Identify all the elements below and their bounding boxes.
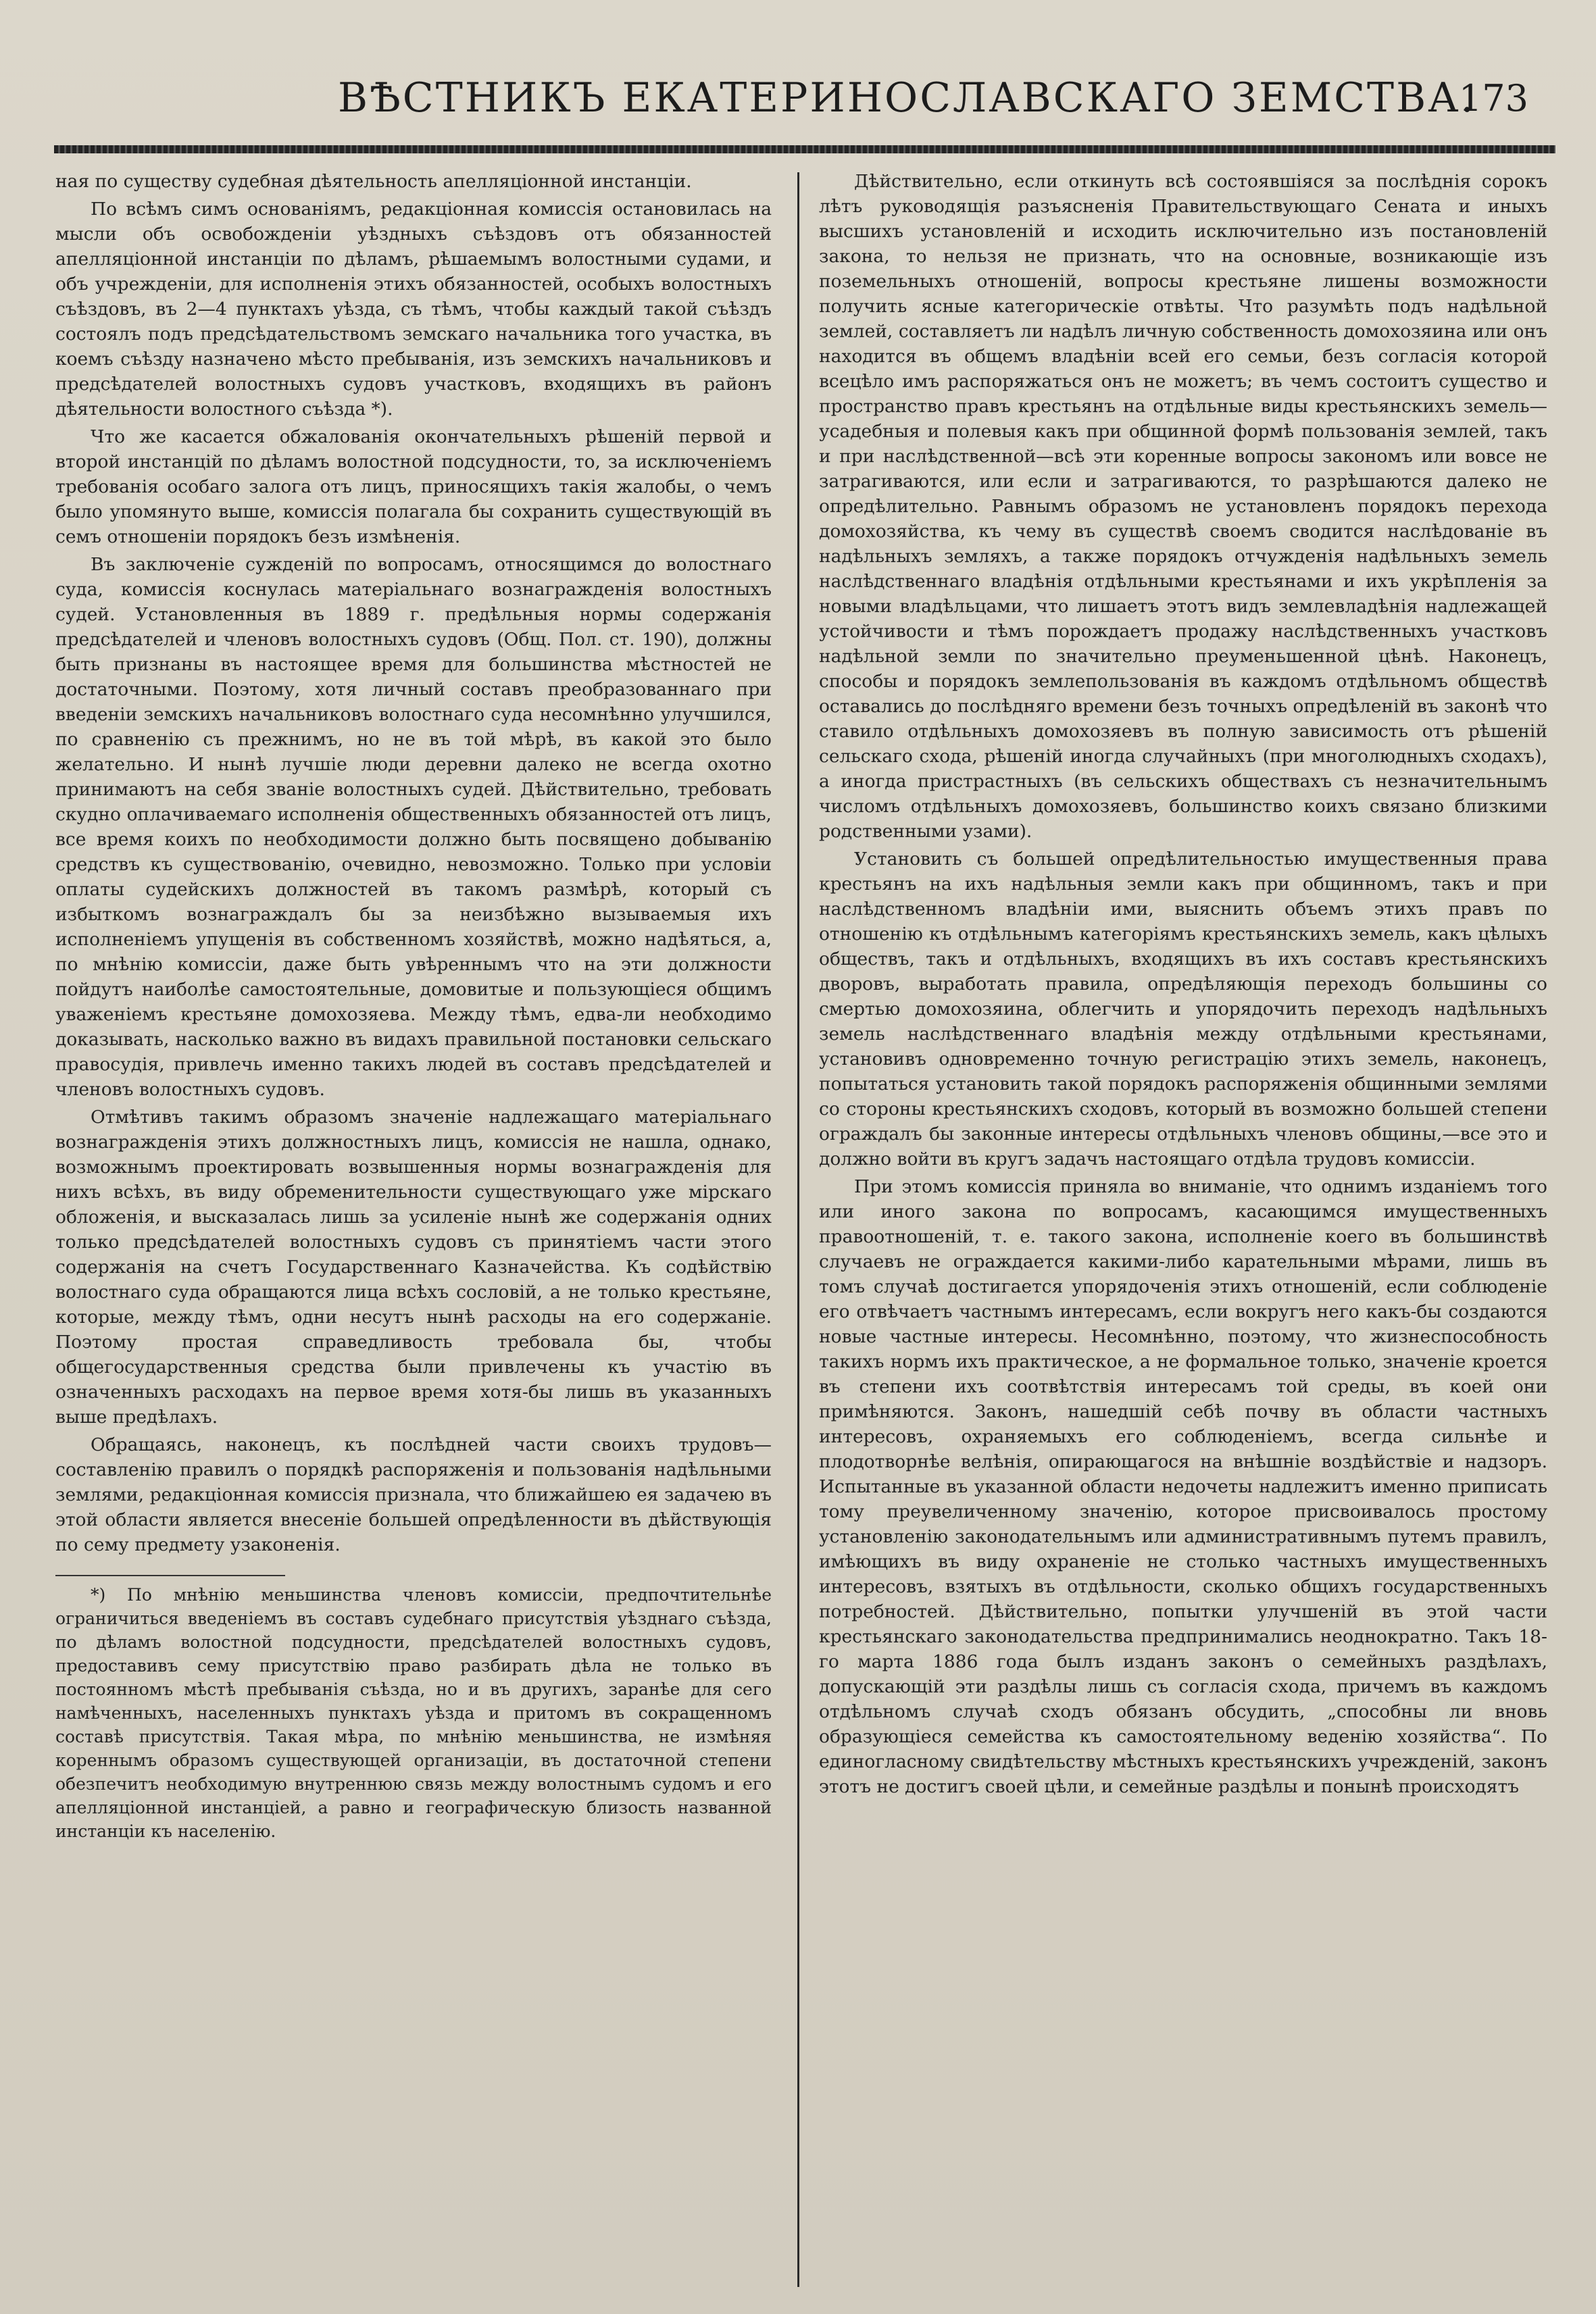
paragraph: ная по существу судебная дѣятельность апелляціонной инстанціи. [55, 171, 692, 192]
journal-title: ВѢСТНИКЪ ЕКАТЕРИНОСЛАВСКАГО ЗЕМСТВА. [338, 74, 1476, 122]
footnote-text: *) По мнѣнію меньшинства членовъ комиссіи, предпочтительнѣе ограничиться введеніемъ въ составъ судебнаго присутствія уѣзднаго съѣзда, по дѣламъ волостной подсудности, предсѣдателей волостныхъ судовъ, предоставивъ сему присутствію право разбирать дѣла не только въ постоянномъ мѣстѣ пребыванія съѣзда, но и въ другихъ, заранѣе для сего намѣченныхъ, населенныхъ пунктахъ уѣзда и притомъ въ сокращенномъ составѣ присутствія. Такая мѣра, по мнѣнію меньшинства, не измѣняя кореннымъ образомъ существующей организаціи, въ достаточной степени обезпечитъ необходимую внутреннюю связь между волостнымъ судомъ и его апелляціонной инстанціей, а равно и географическую близость названной инстанціи къ населенію. [55, 1585, 772, 1841]
header-rule [54, 145, 1555, 153]
paragraph: При этомъ комиссія приняла во вниманіе, что однимъ изданіемъ того или иного закона по вопросамъ, касающимся имущественныхъ правоотношеній, т. е. такого закона, исполненіе коего въ большинствѣ случаевъ не ограждается какими-либо карательными мѣрами, лишь въ томъ случаѣ достигается упорядоченія этихъ отношеній, если соблюденіе его отвѣчаетъ частнымъ интересамъ, если вокругъ него какъ-бы создаются новые частные интересы. Несомнѣнно, поэтому, что жизнеспособность такихъ нормъ ихъ практическое, а не формальное только, значеніе кроется въ степени ихъ соотвѣтствія интересамъ той среды, въ коей они примѣняются. Законъ, нашедшій себѣ почву въ области частныхъ интересовъ, охраняемыхъ его соблюденіемъ, всегда сильнѣе и плодотворнѣе велѣнія, опирающагося на внѣшніе воздѣйствіе и надзоръ. Испытанные въ указанной области недочеты надлежитъ именно приписать тому преувеличенному значенію, которое присвоивалось простому установленію законодательнымъ или административнымъ путемъ правилъ, имѣющихъ въ виду охраненіе не столько частныхъ имущественныхъ интересовъ, взятыхъ въ отдѣльности, сколько общихъ государственныхъ потребностей. Дѣйствительно, попытки улучшеній въ этой части крестьянскаго законодательства предпринимались неоднократно. Такъ 18-го марта 1886 года былъ изданъ законъ о семейныхъ раздѣлахъ, допускающій эти раздѣлы лишь съ согласія схода, причемъ въ каждомъ отдѣльномъ случаѣ сходъ обязанъ обсудить, „способны ли вновь образующіеся семейства къ самостоятельному веденію хозяйства“. По единогласному свидѣтельству мѣстныхъ крестьянскихъ учрежденій, законъ этотъ не достигъ своей цѣли, и семейные раздѣлы и понынѣ происходятъ [819, 1176, 1547, 1797]
column-divider [797, 172, 799, 2287]
left-column [55, 169, 772, 1846]
paragraph: Дѣйствительно, если откинуть всѣ состоявшіяся за послѣднія сорокъ лѣтъ руководящія разъясненія Правительствующаго Сената и иныхъ высшихъ установленій и исходить исключительно изъ постановленій закона, то нельзя не признать, что на основные, возникающіе изъ поземельныхъ отношеній, вопросы крестьяне лишены возможности получить ясные категорическіе отвѣты. Что разумѣть подъ надѣльной землей, составляетъ ли надѣлъ личную собственность домохозяина или онъ находится въ общемъ владѣніи всей его семьи, безъ согласія которой всецѣло имъ распоряжаться онъ не можетъ; въ чемъ состоитъ существо и пространство правъ крестьянъ на отдѣльные виды крестьянскихъ земель—усадебныя и полевыя какъ при общинной формѣ пользованія землей, такъ и при наслѣдственной—всѣ эти коренные вопросы закономъ или вовсе не затрагиваются, или если и затрагиваются, то разрѣшаются далеко не опредѣлительно. Равнымъ образомъ не установленъ порядокъ перехода домохозяйства, къ чему въ существѣ своемъ сводится наслѣдованіе въ надѣльныхъ земляхъ, а также порядокъ отчужденія надѣльныхъ земель наслѣдственнаго владѣнія отдѣльными крестьянами и ихъ укрѣпленія за новыми владѣльцами, что лишаетъ этотъ видъ землевладѣнія надлежащей устойчивости и тѣмъ порождаетъ продажу наслѣдственныхъ участковъ надѣльной земли по значительно преуменьшенной цѣнѣ. Наконецъ, способы и порядокъ землепользованія въ каждомъ отдѣльномъ обществѣ оставались до послѣдняго времени безъ точныхъ опредѣленій въ законѣ что ставило отдѣльныхъ домохозяевъ въ полную зависимость отъ рѣшеній сельскаго схода, рѣшеній иногда случайныхъ (при многолюдныхъ сходахъ), а иногда пристрастныхъ (въ сельскихъ обществахъ съ незначительнымъ числомъ отдѣльныхъ домохозяевъ, большинство коихъ связано близкими родственными узами). [819, 171, 1547, 842]
paragraph: Обращаясь, наконецъ, къ послѣдней части своихъ трудовъ—составленію правилъ о порядкѣ распоряженія и пользованія надѣльными землями, редакціонная комиссія признала, что ближайшею ея задачею въ этой области является внесеніе большей опредѣленности въ дѣйствующія по сему предмету узаконенія. [55, 1434, 772, 1555]
paragraph: Установить съ большей опредѣлительностью имущественныя права крестьянъ на ихъ надѣльныя земли какъ при общинномъ, такъ и при наслѣдственномъ владѣніи ими, выяснить объемъ этихъ правъ по отношенію къ отдѣльнымъ категоріямъ крестьянскихъ земель, какъ цѣлыхъ обществъ, такъ и отдѣльныхъ, входящихъ въ ихъ составъ крестьянскихъ дворовъ, выработать правила, опредѣляющія переходъ большины со смертью домохозяина, облегчить и упорядочить переходъ надѣльныхъ земель наслѣдственнаго владѣнія между отдѣльными крестьянами, установивъ одновременно точную регистрацію этихъ земель, наконецъ, попытаться установить такой порядокъ распоряженія общинными землями со стороны крестьянскихъ сходовъ, который въ возможно большей степени ограждалъ бы законные интересы отдѣльныхъ членовъ общины,—все это и должно войти въ кругъ задачъ настоящаго отдѣла трудовъ комиссіи. [819, 849, 1547, 1169]
paragraph: Въ заключеніе сужденій по вопросамъ, относящимся до волостнаго суда, комиссія коснулась матеріальнаго вознагражденія волостныхъ судей. Установленныя въ 1889 г. предѣльныя нормы содержанія предсѣдателей и членовъ волостныхъ судовъ (Общ. Пол. ст. 190), должны быть признаны въ настоящее время для большинства мѣстностей не достаточными. Поэтому, хотя личный составъ преобразованнаго при введеніи земскихъ начальниковъ волостнаго суда несомнѣнно улучшился, по сравненію съ прежнимъ, но не въ той мѣрѣ, въ какой это было желательно. И нынѣ лучшіе люди деревни далеко не всегда охотно принимаютъ на себя званіе волостныхъ судей. Дѣйствительно, требовать скудно оплачиваемаго исполненія общественныхъ обязанностей отъ лицъ, все время коихъ по необходимости должно быть посвящено добыванію средствъ къ существованію, очевидно, невозможно. Только при условіи оплаты судейскихъ должностей въ такомъ размѣрѣ, который съ избыткомъ вознаграждалъ бы за неизбѣжно вызываемыя ихъ исполненіемъ упущенія въ собственномъ хозяйствѣ, можно надѣяться, а, по мнѣнію комиссіи, даже быть увѣреннымъ что на эти должности пойдутъ наиболѣе самостоятельные, домовитые и пользующіеся общимъ уваженіемъ крестьяне домохозяева. Между тѣмъ, едва-ли необходимо доказывать, насколько важно въ видахъ правильной постановки сельскаго правосудія, привлечь именно такихъ людей въ составъ предсѣдателей и членовъ волостныхъ судовъ. [55, 554, 772, 1100]
right-column [819, 169, 1547, 1802]
footnote-rule [55, 1575, 285, 1576]
page-number: 173 [1458, 77, 1528, 120]
page-header [54, 68, 1555, 135]
footnote [55, 1583, 772, 1843]
paragraph: Отмѣтивъ такимъ образомъ значеніе надлежащаго матеріальнаго вознагражденія этихъ должностныхъ лицъ, комиссія не нашла, однако, возможнымъ проектировать возвышенныя нормы вознагражденія для нихъ всѣхъ, въ виду обременительности существующаго уже мірскаго обложенія, и высказалась лишь за усиленіе нынѣ же содержанія одних только предсѣдателей волостныхъ судовъ съ принятіемъ части этого содержанія на счетъ Государственнаго Казначейства. Къ содѣйствію волостнаго суда обращаются лица всѣхъ сословій, а не только крестьяне, которые, между тѣмъ, одни несутъ нынѣ расходы на его содержаніе. Поэтому простая справедливость требовала бы, чтобы общегосударственныя средства были привлечены къ участію въ означенныхъ расходахъ на первое время хотя-бы лишь въ указанныхъ выше предѣлахъ. [55, 1107, 772, 1428]
paragraph: По всѣмъ симъ основаніямъ, редакціонная комиссія остановилась на мысли объ освобожденіи уѣздныхъ съѣздовъ отъ обязанностей апелляціонной инстанціи по дѣламъ, рѣшаемымъ волостными судами, и объ учрежденіи, для исполненія этихъ обязанностей, особыхъ волостныхъ съѣздовъ, въ 2—4 пунктахъ уѣзда, съ тѣмъ, чтобы каждый такой съѣздъ состоялъ подъ предсѣдательствомъ земскаго начальника того участка, въ коемъ съѣзду назначено мѣсто пребыванія, изъ земскихъ начальниковъ и предсѣдателей волостныхъ судовъ участковъ, входящихъ въ районъ дѣятельности волостного съѣзда *). [55, 199, 772, 420]
paragraph: Что же касается обжалованія окончательныхъ рѣшеній первой и второй инстанцій по дѣламъ волостной подсудности, то, за исключеніемъ требованія особаго залога отъ лицъ, приносящихъ такія жалобы, о чемъ было упомянуто выше, комиссія полагала бы сохранить существующій въ семъ отношеніи порядокъ безъ измѣненія. [55, 426, 772, 547]
